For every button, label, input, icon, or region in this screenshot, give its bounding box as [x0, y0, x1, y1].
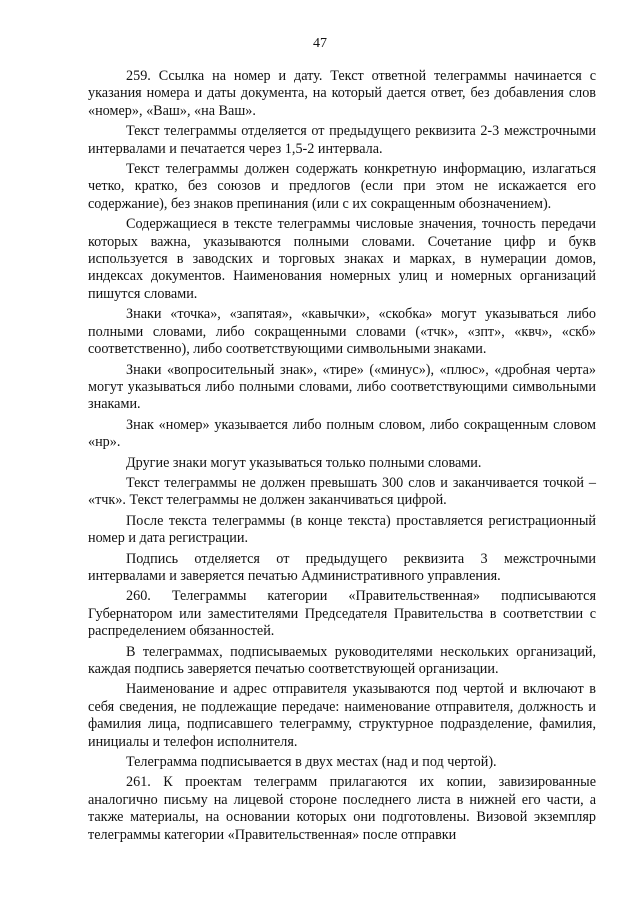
- paragraph: Знаки «точка», «запятая», «кавычки», «скобка» могут указываться либо полными словами, либо сокращенными словами («тчк», «зпт», «квч», «скб» соответственно), либо соответствующими символьными знаками.: [88, 306, 596, 358]
- paragraph: Наименование и адрес отправителя указываются под чертой и включают в себя сведения, не подлежащие передаче: наименование отправителя, должность и фамилия лица, подписавшего телеграмму, структурное подразделение, фамилия, инициалы и телефон исполнителя.: [88, 681, 596, 750]
- paragraph: Содержащиеся в тексте телеграммы числовые значения, точность передачи которых важна, указываются полными словами. Сочетание цифр и букв используется в заводских и торговых знаках и марках, в нумерации домов, индексах документов. Наименования номерных улиц и номерных организаций пишутся словами.: [88, 216, 596, 302]
- paragraph: 260. Телеграммы категории «Правительственная» подписываются Губернатором или заместителями Председателя Правительства в соответствии с распределением обязанностей.: [88, 588, 596, 640]
- paragraph: После текста телеграммы (в конце текста) проставляется регистрационный номер и дата регистрации.: [88, 512, 596, 547]
- paragraph: 261. К проектам телеграмм прилагаются их копии, завизированные аналогично письму на лицевой стороне последнего листа в нижней его части, а также материалы, на основании которых они подготовлены. Визовой экземпляр телеграммы категории «Правительственная» после отправки: [88, 774, 596, 843]
- paragraph: Знак «номер» указывается либо полным словом, либо сокращенным словом «нр».: [88, 416, 596, 451]
- paragraph: Текст телеграммы отделяется от предыдущего реквизита 2-3 межстрочными интервалами и печатается через 1,5-2 интервала.: [88, 123, 596, 157]
- paragraph: Знаки «вопросительный знак», «тире» («минус»), «плюс», «дробная черта» могут указываться либо полными словами, либо соответствующими символьными знаками.: [88, 361, 596, 413]
- paragraph: Подпись отделяется от предыдущего реквизита 3 межстрочными интервалами и заверяется печатью Административного управления.: [88, 550, 596, 584]
- paragraph: Другие знаки могут указываться только полными словами.: [126, 454, 482, 471]
- paragraph: Текст телеграммы должен содержать конкретную информацию, излагаться четко, кратко, без союзов и предлогов (если при этом не искажается его содержание), без знаков препинания (или с их сокращенным обозначением).: [88, 161, 596, 212]
- document-body: [88, 68, 596, 847]
- page-number: 47: [313, 36, 327, 51]
- paragraph: Телеграмма подписывается в двух местах (над и под чертой).: [126, 754, 497, 771]
- paragraph: Текст телеграммы не должен превышать 300 слов и заканчивается точкой – «тчк». Текст телеграммы не должен заканчиваться цифрой.: [88, 474, 596, 509]
- paragraph: В телеграммах, подписываемых руководителями нескольких организаций, каждая подпись заверяется печатью соответствующей организации.: [88, 643, 596, 677]
- paragraph: 259. Ссылка на номер и дату. Текст ответной телеграммы начинается с указания номера и даты документа, на который дается ответ, без добавления слов «номер», «Ваш», «на Ваш».: [88, 68, 596, 119]
